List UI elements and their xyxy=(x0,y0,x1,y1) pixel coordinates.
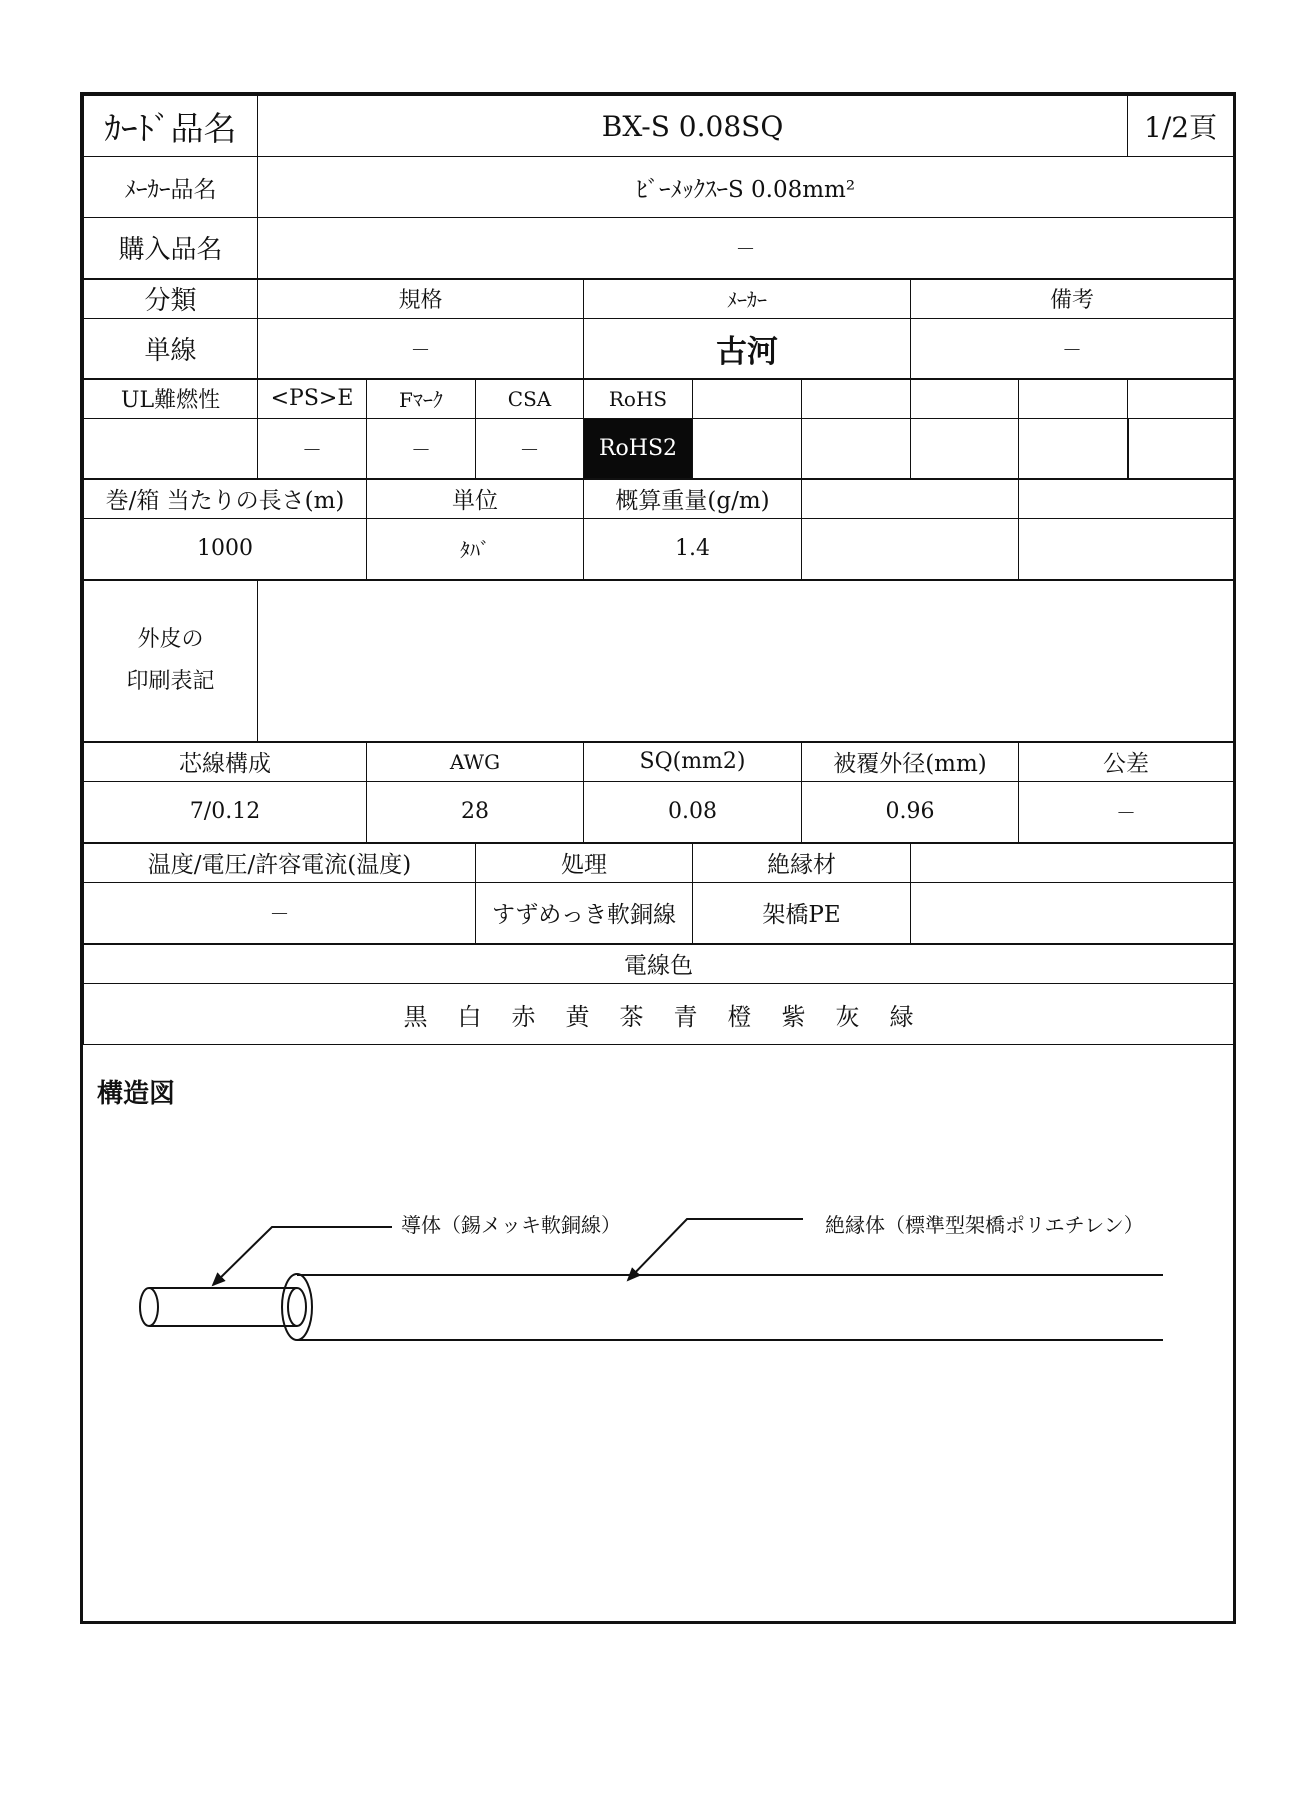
material-header-empty xyxy=(911,843,1234,883)
maker-header: ﾒｰｶｰ xyxy=(584,279,911,319)
cert-value-empty xyxy=(911,419,1019,479)
cert-value-empty xyxy=(693,419,802,479)
wire-color-header: 電線色 xyxy=(84,944,1234,984)
maker-name-value: ﾋﾞｰﾒｯｸｽｰS 0.08mm² xyxy=(258,157,1234,218)
f-mark-value: － xyxy=(367,419,476,479)
maker-name-label: ﾒｰｶｰ品名 xyxy=(84,157,258,218)
sq-header: SQ(mm2) xyxy=(584,742,802,782)
cert-value-empty xyxy=(802,419,911,479)
standard-value: － xyxy=(258,319,584,379)
awg-header: AWG xyxy=(367,742,584,782)
conductor-core xyxy=(140,1288,297,1326)
cert-header-empty xyxy=(1019,379,1128,419)
temp-voltage-current-value: － xyxy=(84,883,476,944)
purchase-name-label: 購入品名 xyxy=(84,218,258,279)
cert-header-empty xyxy=(1128,379,1234,419)
unit-header: 単位 xyxy=(367,479,584,519)
weight-value: 1.4 xyxy=(584,519,802,580)
wire-color-item: 緑 xyxy=(889,1002,914,1031)
card-name-value: BX-S 0.08SQ xyxy=(258,96,1128,157)
classification-value: 単線 xyxy=(84,319,258,379)
spec-table xyxy=(83,95,1234,1045)
wire-color-item: 茶 xyxy=(619,1002,644,1031)
wire-color-item: 橙 xyxy=(727,1002,752,1031)
jacket-print-value xyxy=(258,580,1234,742)
temp-voltage-current-header: 温度/電圧/許容電流(温度) xyxy=(84,843,476,883)
packaging-value-empty xyxy=(1019,519,1234,580)
structure-diagram xyxy=(83,1053,1233,1618)
awg-value: 28 xyxy=(367,782,584,843)
insulator-leader-arrow xyxy=(628,1219,803,1280)
tolerance-value: － xyxy=(1019,782,1234,843)
insulator-label: 絶縁体（標準型架橋ポリエチレン） xyxy=(825,1213,1144,1237)
packaging-value-empty xyxy=(802,519,1019,580)
wire-color-item: 黒 xyxy=(403,1002,428,1031)
f-mark-header: Fﾏｰｸ xyxy=(367,379,476,419)
rohs-header: RoHS xyxy=(584,379,693,419)
wire-color-item: 白 xyxy=(457,1002,482,1031)
packaging-header-empty xyxy=(802,479,1019,519)
wire-color-item: 黄 xyxy=(565,1002,590,1031)
cert-header-empty xyxy=(911,379,1019,419)
material-value-empty xyxy=(911,883,1234,944)
remarks-header: 備考 xyxy=(911,279,1234,319)
jacket-print-label-line1: 外皮の xyxy=(137,626,204,652)
jacket-print-label xyxy=(84,580,258,742)
classification-header: 分類 xyxy=(84,279,258,319)
conductor-config-header: 芯線構成 xyxy=(84,742,367,782)
maker-value: 古河 xyxy=(584,319,911,379)
insulation-value: 架橋PE xyxy=(693,883,911,944)
outer-diameter-value: 0.96 xyxy=(802,782,1019,843)
standard-header: 規格 xyxy=(258,279,584,319)
unit-value: ﾀﾊﾞ xyxy=(367,519,584,580)
pse-value: － xyxy=(258,419,367,479)
wire-structure-illustration xyxy=(83,1053,1233,1618)
wire-color-item: 灰 xyxy=(835,1002,860,1031)
csa-value: － xyxy=(476,419,584,479)
treatment-value: すずめっき軟銅線 xyxy=(476,883,693,944)
ul-value xyxy=(84,419,258,479)
cert-header-empty xyxy=(693,379,802,419)
page-indicator: 1/2頁 xyxy=(1128,96,1234,157)
treatment-header: 処理 xyxy=(476,843,693,883)
wire-color-item: 青 xyxy=(673,1002,698,1031)
length-per-reel-value: 1000 xyxy=(84,519,367,580)
card-name-label: ｶｰﾄﾞ品名 xyxy=(84,96,258,157)
rohs-value: RoHS2 xyxy=(584,419,693,479)
wire-color-list xyxy=(84,984,1234,1045)
wire-color-item: 赤 xyxy=(511,1002,536,1031)
insulation-header: 絶縁材 xyxy=(693,843,911,883)
spec-sheet xyxy=(80,92,1236,1624)
cert-value-empty xyxy=(1019,419,1128,479)
cert-header-empty xyxy=(802,379,911,419)
jacket-print-label-line2: 印刷表記 xyxy=(126,668,215,694)
remarks-value: － xyxy=(911,319,1234,379)
conductor-config-value: 7/0.12 xyxy=(84,782,367,843)
ul-header: UL難燃性 xyxy=(84,379,258,419)
tolerance-header: 公差 xyxy=(1019,742,1234,782)
purchase-name-value: － xyxy=(258,218,1234,279)
length-per-reel-header: 巻/箱 当たりの長さ(m) xyxy=(84,479,367,519)
wire-color-item: 紫 xyxy=(781,1002,806,1031)
structure-title: 構造図 xyxy=(97,1079,176,1109)
pse-header: <PS>E xyxy=(258,379,367,419)
insulation-jacket xyxy=(282,1274,1163,1340)
sq-value: 0.08 xyxy=(584,782,802,843)
conductor-label: 導体（錫メッキ軟銅線） xyxy=(401,1213,621,1237)
packaging-header-empty xyxy=(1019,479,1234,519)
weight-header: 概算重量(g/m) xyxy=(584,479,802,519)
cert-value-empty xyxy=(1128,419,1234,479)
outer-diameter-header: 被覆外径(mm) xyxy=(802,742,1019,782)
csa-header: CSA xyxy=(476,379,584,419)
